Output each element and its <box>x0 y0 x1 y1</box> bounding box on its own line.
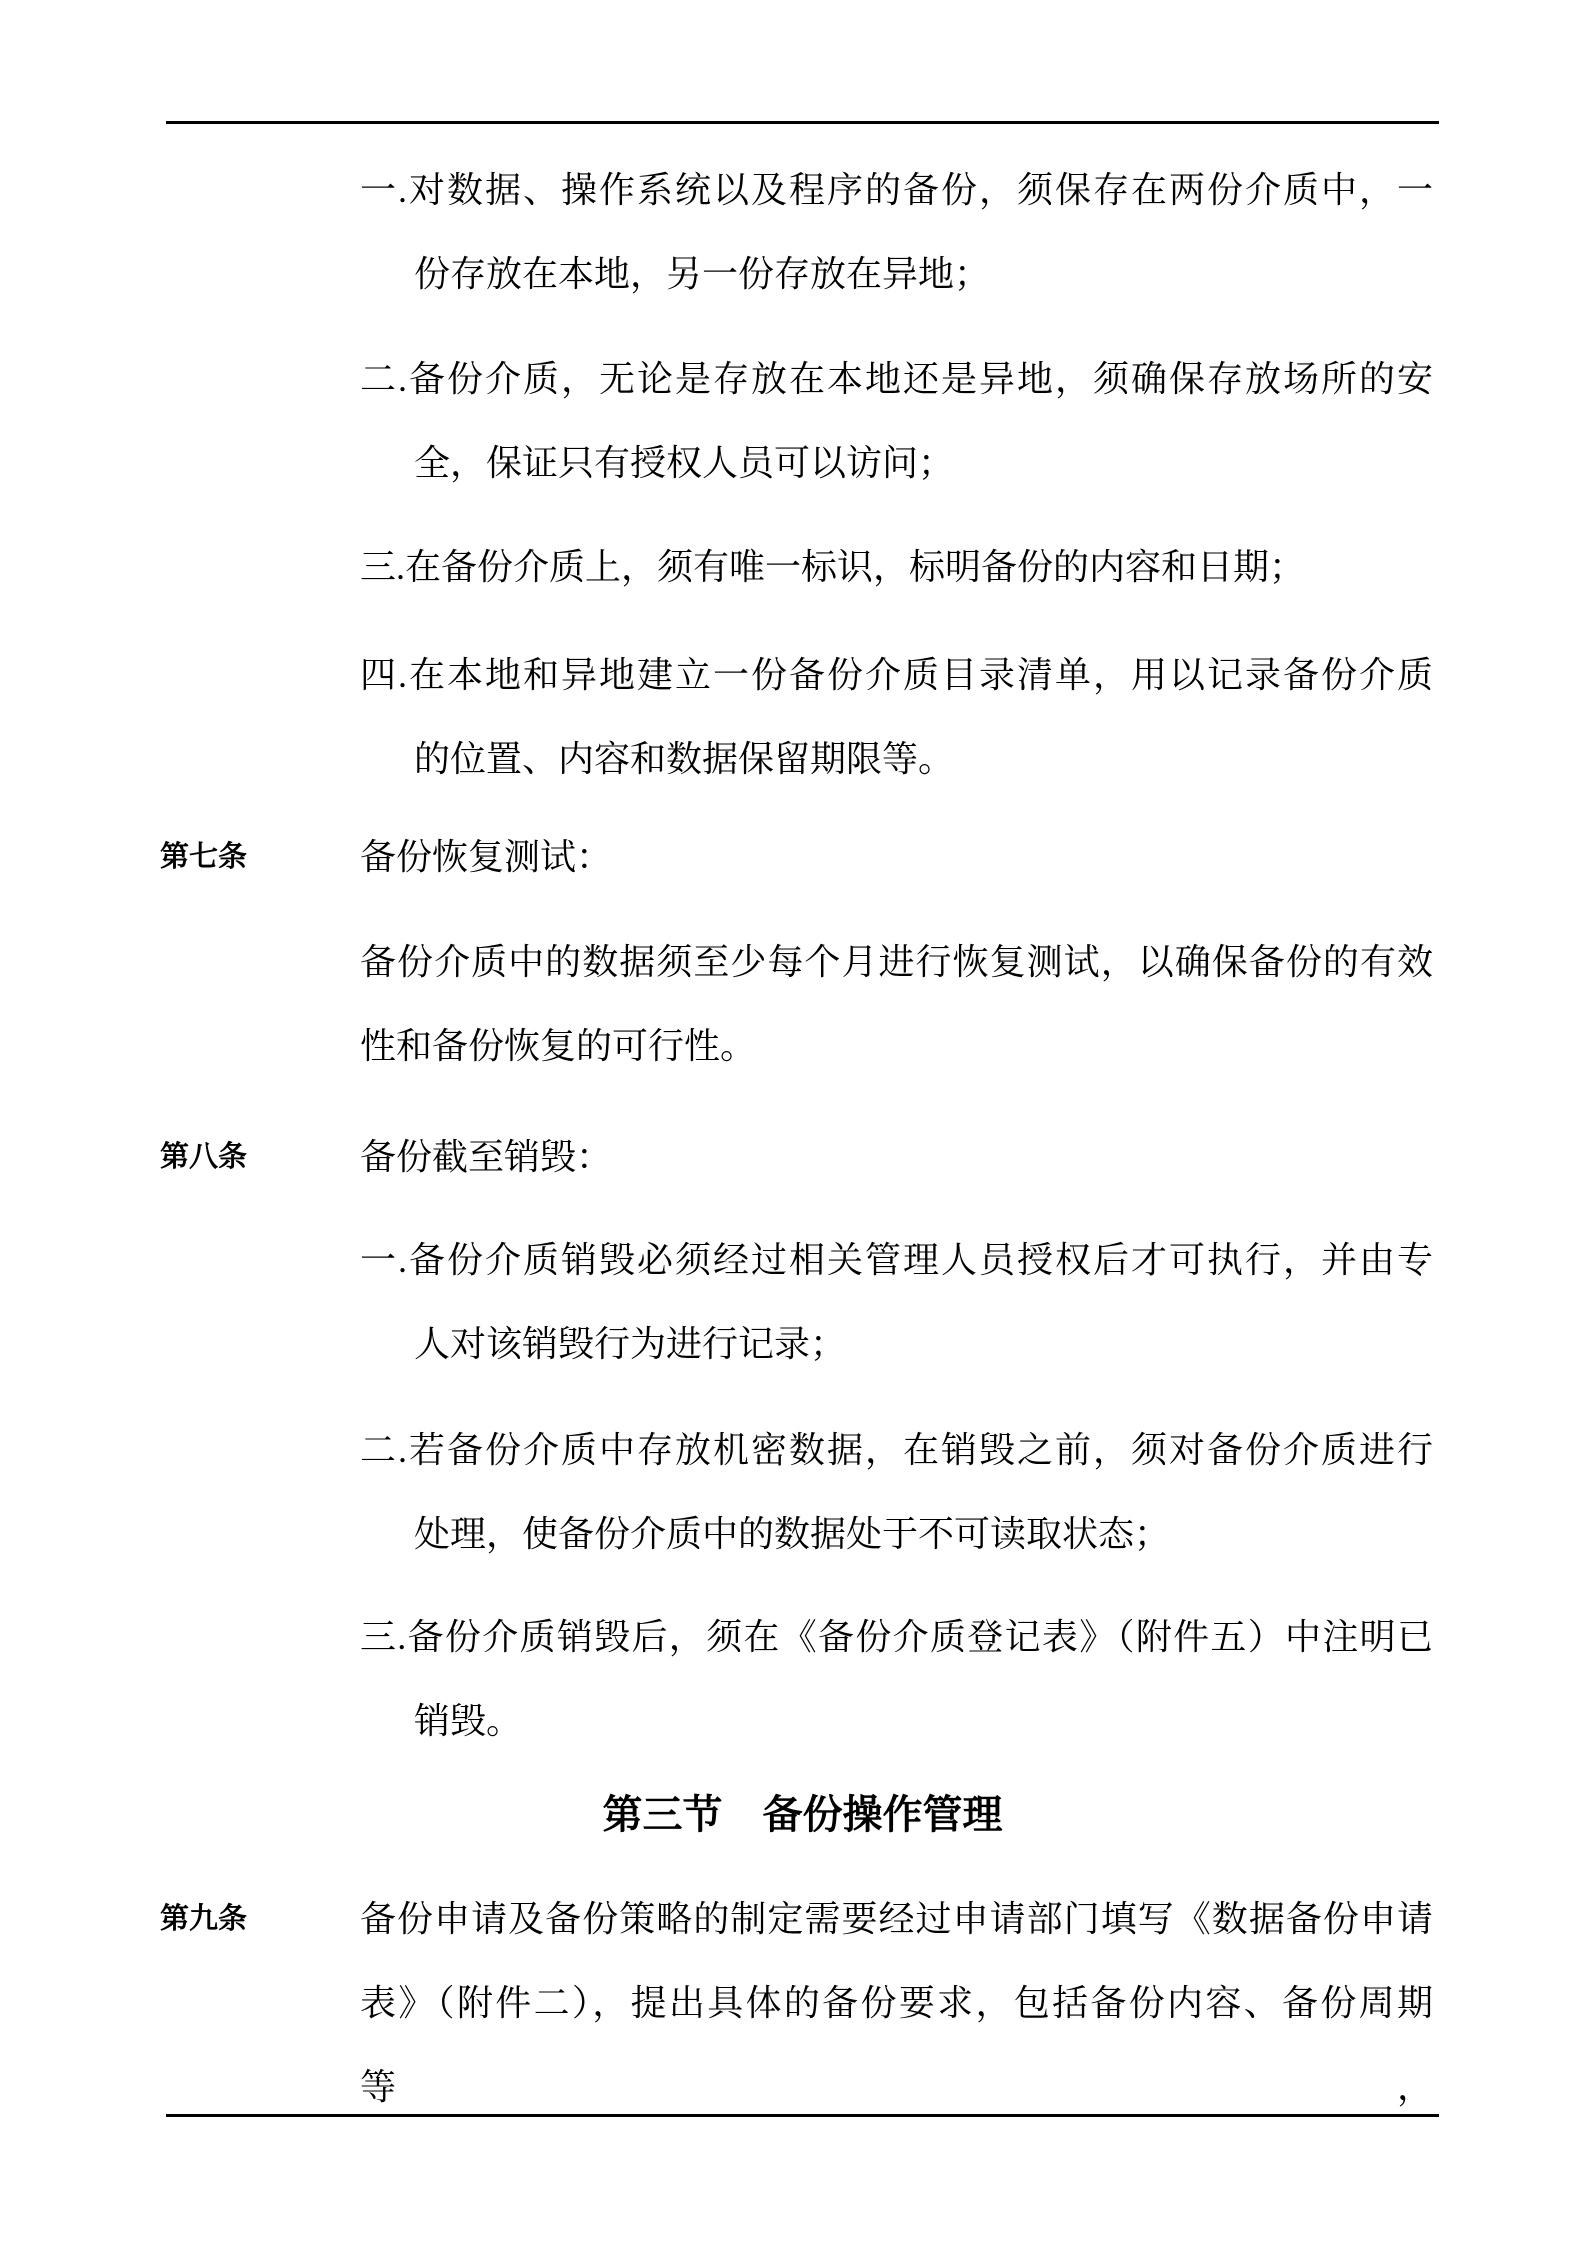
list-item-line: 份存放在本地，另一份存放在异地； <box>414 254 991 294</box>
list-item-line: 三.在备份介质上，须有唯一标识，标明备份的内容和日期； <box>360 547 1306 587</box>
list-item <box>360 633 1433 801</box>
paragraph <box>360 1877 1433 2107</box>
list-item-line: 全，保证只有授权人员可以访问； <box>414 443 955 483</box>
list-item <box>360 525 1433 609</box>
section-heading: 第三节 备份操作管理 <box>602 1793 1003 1837</box>
list-item-line: 一.备份介质销毁必须经过相关管理人员授权后才可执行，并由专 <box>360 1240 1433 1280</box>
list-item-line: 销毁。 <box>414 1701 523 1741</box>
list-item <box>360 1595 1433 1763</box>
header-rule <box>166 121 1439 124</box>
list-item <box>360 337 1433 505</box>
article-title <box>360 1115 1433 1199</box>
list-item-line: 处理，使备份介质中的数据处于不可读取状态； <box>414 1514 1171 1554</box>
paragraph-line: 备份介质中的数据须至少每个月进行恢复测试，以确保备份的有效 <box>360 942 1433 982</box>
list-item-line: 二.若备份介质中存放机密数据，在销毁之前，须对备份介质进行 <box>360 1430 1433 1470</box>
list-item <box>360 1218 1433 1386</box>
footer-rule <box>166 2114 1439 2117</box>
list-item <box>360 1408 1433 1576</box>
list-item-line: 三.备份介质销毁后，须在《备份介质登记表》（附件五）中注明已 <box>360 1617 1433 1657</box>
list-item-line: 的位置、内容和数据保留期限等。 <box>414 739 955 779</box>
article-label: 第八条 <box>160 1141 248 1173</box>
article-label: 第九条 <box>160 1903 248 1935</box>
article-title-line: 备份截至销毁： <box>360 1137 613 1177</box>
paragraph-line: 备份申请及备份策略的制定需要经过申请部门填写《数据备份申请 <box>360 1899 1433 1939</box>
list-item-line: 四.在本地和异地建立一份备份介质目录清单，用以记录备份介质 <box>360 655 1433 695</box>
article-title-line: 备份恢复测试： <box>360 837 613 877</box>
article-label: 第七条 <box>160 841 248 873</box>
list-item-line: 一.对数据、操作系统以及程序的备份，须保存在两份介质中，一 <box>360 170 1433 210</box>
article-title <box>360 815 1433 899</box>
paragraph-line: 表》（附件二），提出具体的备份要求，包括备份内容、备份周期等， <box>360 1983 1433 2107</box>
list-item-line: 人对该销毁行为进行记录； <box>414 1324 847 1364</box>
paragraph-line: 性和备份恢复的可行性。 <box>360 1026 757 1066</box>
paragraph <box>360 920 1433 1088</box>
list-item <box>360 148 1433 316</box>
list-item-line: 二.备份介质，无论是存放在本地还是异地，须确保存放场所的安 <box>360 359 1433 399</box>
